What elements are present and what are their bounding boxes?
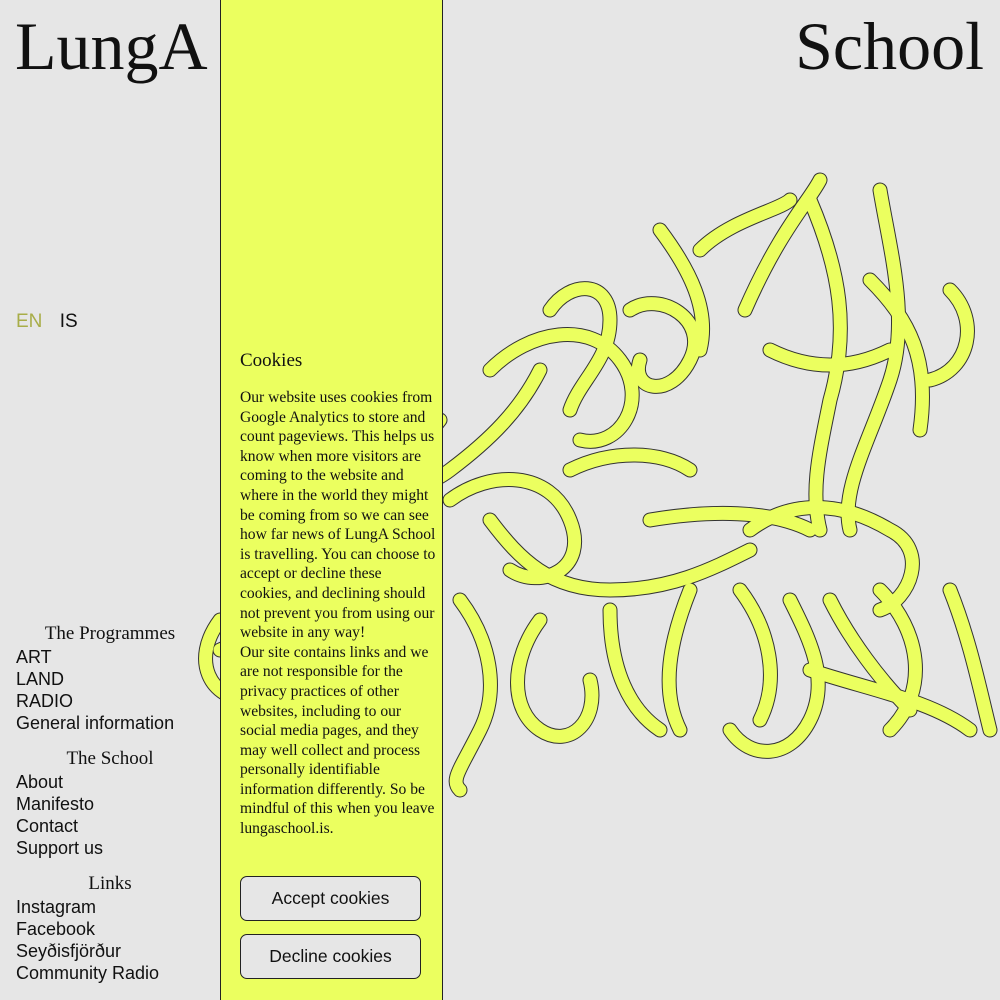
cookie-panel-title: Cookies: [240, 350, 303, 371]
nav-link-art[interactable]: ART: [16, 647, 52, 667]
nav-link-about[interactable]: About: [16, 772, 64, 792]
lang-is[interactable]: IS: [59, 311, 78, 332]
nav-link-seydisfjordur[interactable]: Seyðisfjörður: [16, 941, 122, 961]
nav-link-manifesto[interactable]: Manifesto: [16, 794, 95, 814]
nav-group-programmes: [16, 622, 206, 734]
language-switcher: [16, 310, 90, 334]
cookie-text-links: Our site contains links and we are not responsible for the privacy practices of other websites, including to our social media pages, and they may well collect and process personally identifiable information differently. So be mindful of this when you leave lungaschool.is.: [240, 643, 435, 838]
nav-link-general-information[interactable]: General information: [16, 713, 175, 733]
nav-link-land[interactable]: LAND: [16, 669, 65, 689]
decline-cookies-button[interactable]: Decline cookies: [240, 934, 421, 979]
nav-heading-school: The School: [66, 748, 154, 769]
nav-link-community-radio[interactable]: Community Radio: [16, 963, 160, 983]
lang-en[interactable]: EN: [16, 311, 43, 332]
nav-heading-links: Links: [88, 873, 132, 894]
cookie-text-analytics: Our website uses cookies from Google Analytics to store and count pageviews. This helps us know when more visitors are coming to the website and where in the world they might be coming from so we can see how far news of LungA School is travelling. You can choose to accept or decline these cookies, and declining should not prevent you from using our website in any way!: [240, 389, 436, 642]
logo-school[interactable]: School: [795, 8, 984, 84]
cookie-panel-body: [240, 388, 436, 839]
nav-heading-programmes: The Programmes: [44, 623, 176, 644]
nav-link-support-us[interactable]: Support us: [16, 838, 104, 858]
nav-link-instagram[interactable]: Instagram: [16, 897, 97, 917]
nav-group-school: [16, 747, 206, 859]
cookie-panel: [220, 0, 443, 1000]
side-navigation: [16, 622, 206, 997]
nav-group-links: [16, 872, 206, 984]
nav-link-facebook[interactable]: Facebook: [16, 919, 96, 939]
nav-link-radio[interactable]: RADIO: [16, 691, 74, 711]
accept-cookies-button[interactable]: Accept cookies: [240, 876, 421, 921]
nav-link-contact[interactable]: Contact: [16, 816, 79, 836]
logo-lunga[interactable]: LungA: [15, 8, 208, 84]
